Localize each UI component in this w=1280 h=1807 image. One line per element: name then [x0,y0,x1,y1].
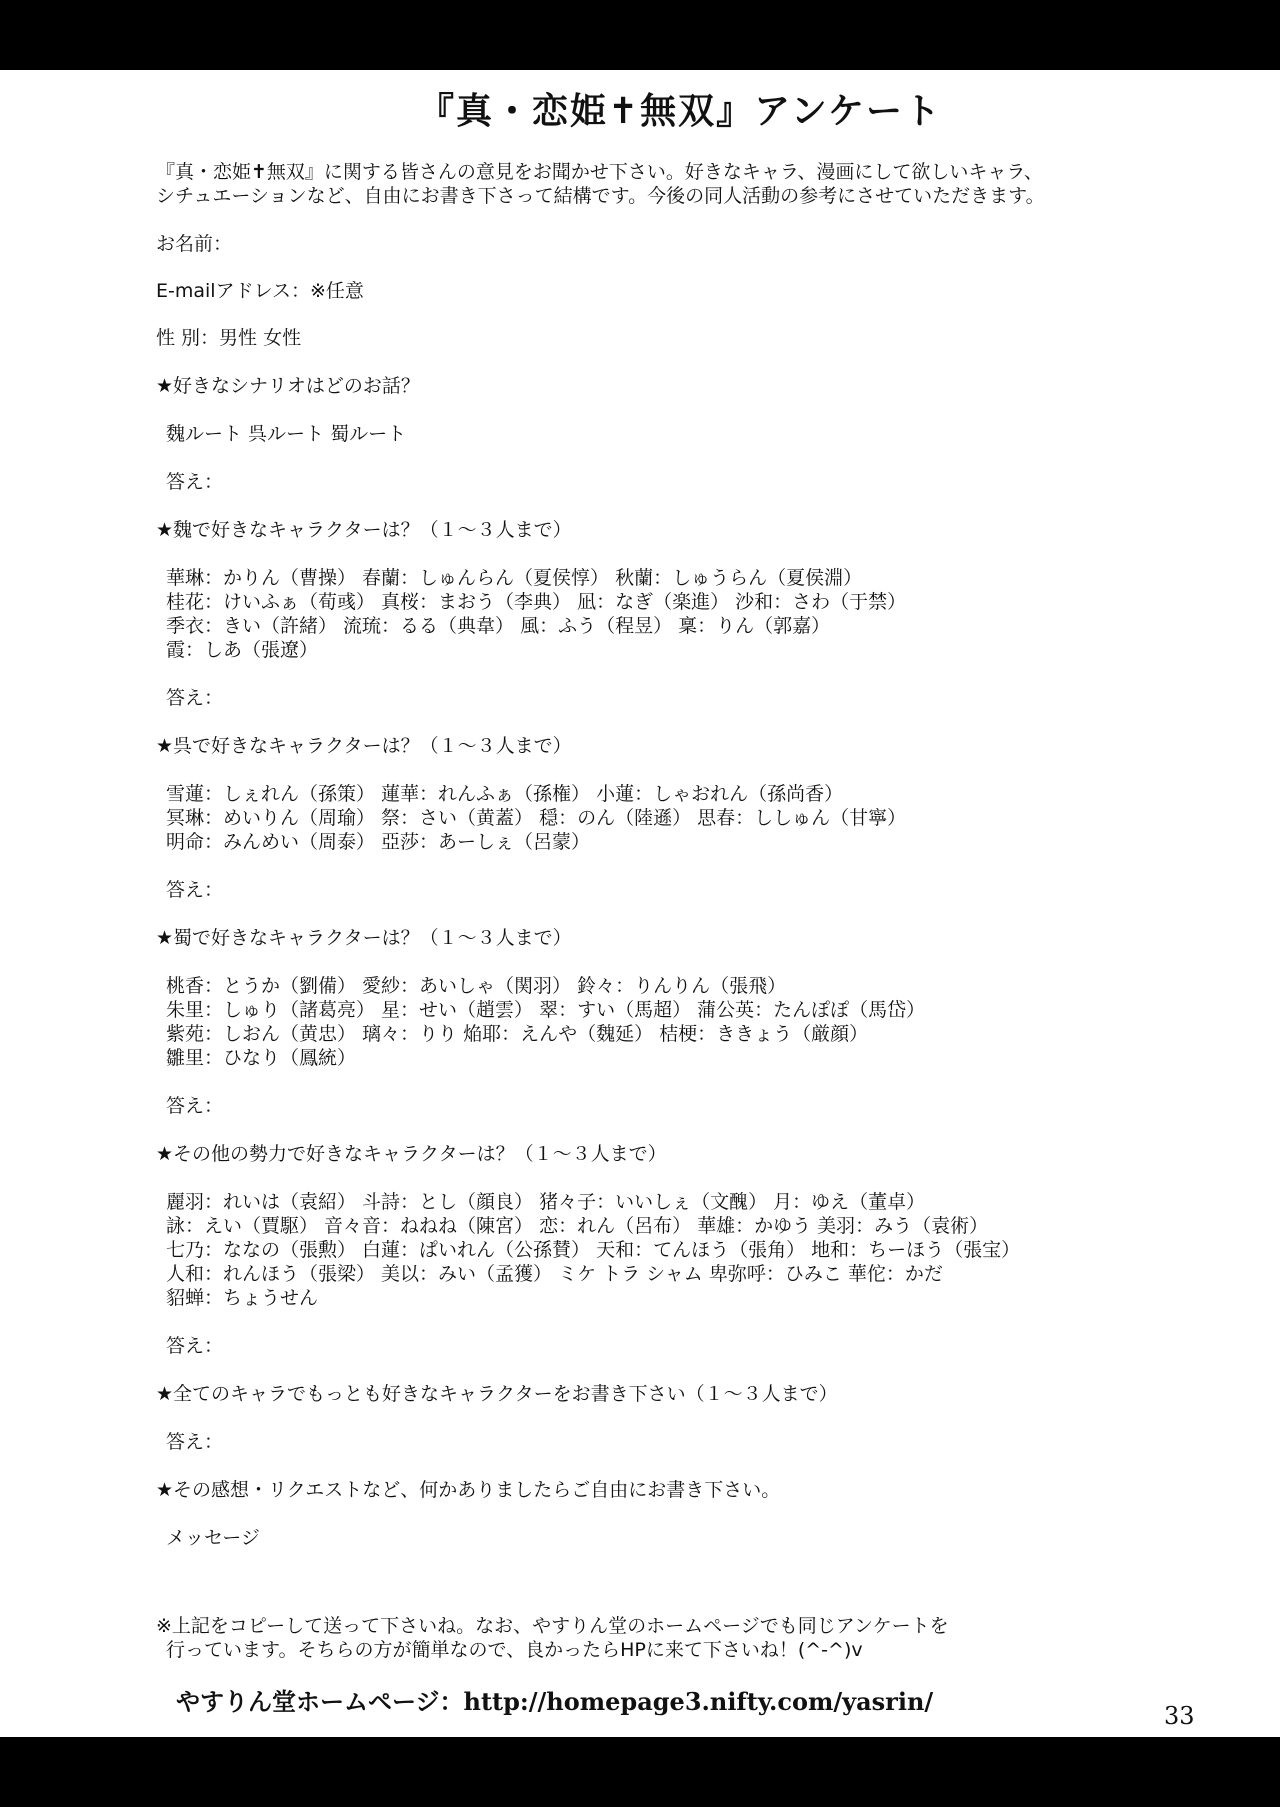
question-wu: ★呉で好きなキャラクターは？（１～３人まで） [156,735,572,757]
answer-label: 答え： [166,1335,224,1357]
bottom-black-bar [0,1737,1280,1807]
wei-character-list [166,566,1116,662]
gender-field-label: 性 別：男性 女性 [156,327,302,349]
answer-label: 答え： [166,687,224,709]
message-label: メッセージ [166,1527,260,1549]
question-scenario: ★好きなシナリオはどのお話？ [156,375,420,397]
question-shu: ★蜀で好きなキャラクターは？（１～３人まで） [156,927,572,949]
option-line: 朱里：しゅり（諸葛亮） 星：せい（趙雲） 翠：すい（馬超） 蒲公英：たんぽぽ（馬岱） [166,999,926,1021]
question-other-factions: ★その他の勢力で好きなキャラクターは？（１～３人まで） [156,1143,667,1165]
option-line: 雛里：ひなり（鳳統） [166,1047,357,1069]
option-line: 麗羽：れいは（袁紹） 斗詩：とし（顔良） 猪々子：いいしぇ（文醜） 月：ゆえ（董卓） [166,1191,926,1213]
survey-body [156,160,1116,1550]
option-line: 桃香：とうか（劉備） 愛紗：あいしゃ（関羽） 鈴々：りんりん（張飛） [166,975,787,997]
intro-line: シチュエーションなど、自由にお書き下さって結構です。今後の同人活動の参考にさせていただきます。 [156,185,1045,207]
option-line: 冥琳：めいりん（周瑜） 祭：さい（黄蓋） 穏：のん（陸遜） 思春：ししゅん（甘寧） [166,807,907,829]
intro-line: 『真・恋姫✝無双』に関する皆さんの意見をお聞かせ下さい。好きなキャラ、漫画にして欲しいキャラ、 [156,161,1043,183]
scenario-options [166,422,1116,446]
option-line: 魏ルート 呉ルート 蜀ルート [166,423,407,445]
option-line: 季衣：きい（許緒） 流琉：るる（典韋） 風：ふう（程昱） 稟：りん（郭嘉） [166,615,831,637]
option-line: 人和：れんほう（張梁） 美以：みい（孟獲） ミケ トラ シャム 卑弥呼：ひみこ 華佗：かだ [166,1263,943,1285]
page-title: 『真・恋姫✝無双』アンケート [417,91,942,132]
footnote-line: 行っています。そちらの方が簡単なので、良かったらHPに来て下さいね！(^-^)v [166,1639,863,1661]
top-black-bar [0,0,1280,70]
name-field-label: お名前： [156,233,233,255]
option-line: 霞：しあ（張遼） [166,639,319,661]
answer-label: 答え： [166,1431,224,1453]
page-number: 33 [1164,1702,1195,1730]
option-line: 詠：えい（賈駆） 音々音：ねねね（陳宮） 恋：れん（呂布） 華雄：かゆう 美羽：みう（袁術） [166,1215,989,1237]
other-character-list [166,1190,1116,1310]
option-line: 雪蓮：しぇれん（孫策） 蓮華：れんふぁ（孫権） 小蓮：しゃおれん（孫尚香） [166,783,844,805]
option-line: 明命：みんめい（周泰） 亞莎：あーしぇ（呂蒙） [166,831,591,853]
option-line: 紫苑：しおん（黄忠） 璃々：りり 焔耶：えんや（魏延） 桔梗：ききょう（厳顔） [166,1023,869,1045]
option-line: 貂蝉：ちょうせん [166,1287,319,1309]
intro-paragraph [156,160,1116,208]
email-field-label: E-mailアドレス：※任意 [156,280,364,302]
question-comments: ★その感想・リクエストなど、何かありましたらご自由にお書き下さい。 [156,1479,781,1501]
shu-character-list [166,974,1116,1070]
wu-character-list [166,782,1116,854]
footnote-line: ※上記をコピーして送って下さいね。なお、やすりん堂のホームページでも同じアンケートを [156,1615,949,1637]
option-line: 華琳：かりん（曹操） 春蘭：しゅんらん（夏侯惇） 秋蘭：しゅうらん（夏侯淵） [166,567,863,589]
option-line: 桂花：けいふぁ（荀彧） 真桜：まおう（李典） 凪：なぎ（楽進） 沙和：さわ（于禁） [166,591,907,613]
answer-label: 答え： [166,1095,224,1117]
option-line: 七乃：ななの（張勲） 白蓮：ぱいれん（公孫賛） 天和：てんほう（張角） 地和：ちーほう（張宝） [166,1239,1021,1261]
answer-label: 答え： [166,879,224,901]
homepage-url: やすりん堂ホームページ：http://homepage3.nifty.com/yasrin/ [176,1687,934,1716]
answer-label: 答え： [166,471,224,493]
footnote [156,1614,949,1662]
question-favorite-overall: ★全てのキャラでもっとも好きなキャラクターをお書き下さい（１～３人まで） [156,1383,838,1405]
question-wei: ★魏で好きなキャラクターは？（１～３人まで） [156,519,572,541]
